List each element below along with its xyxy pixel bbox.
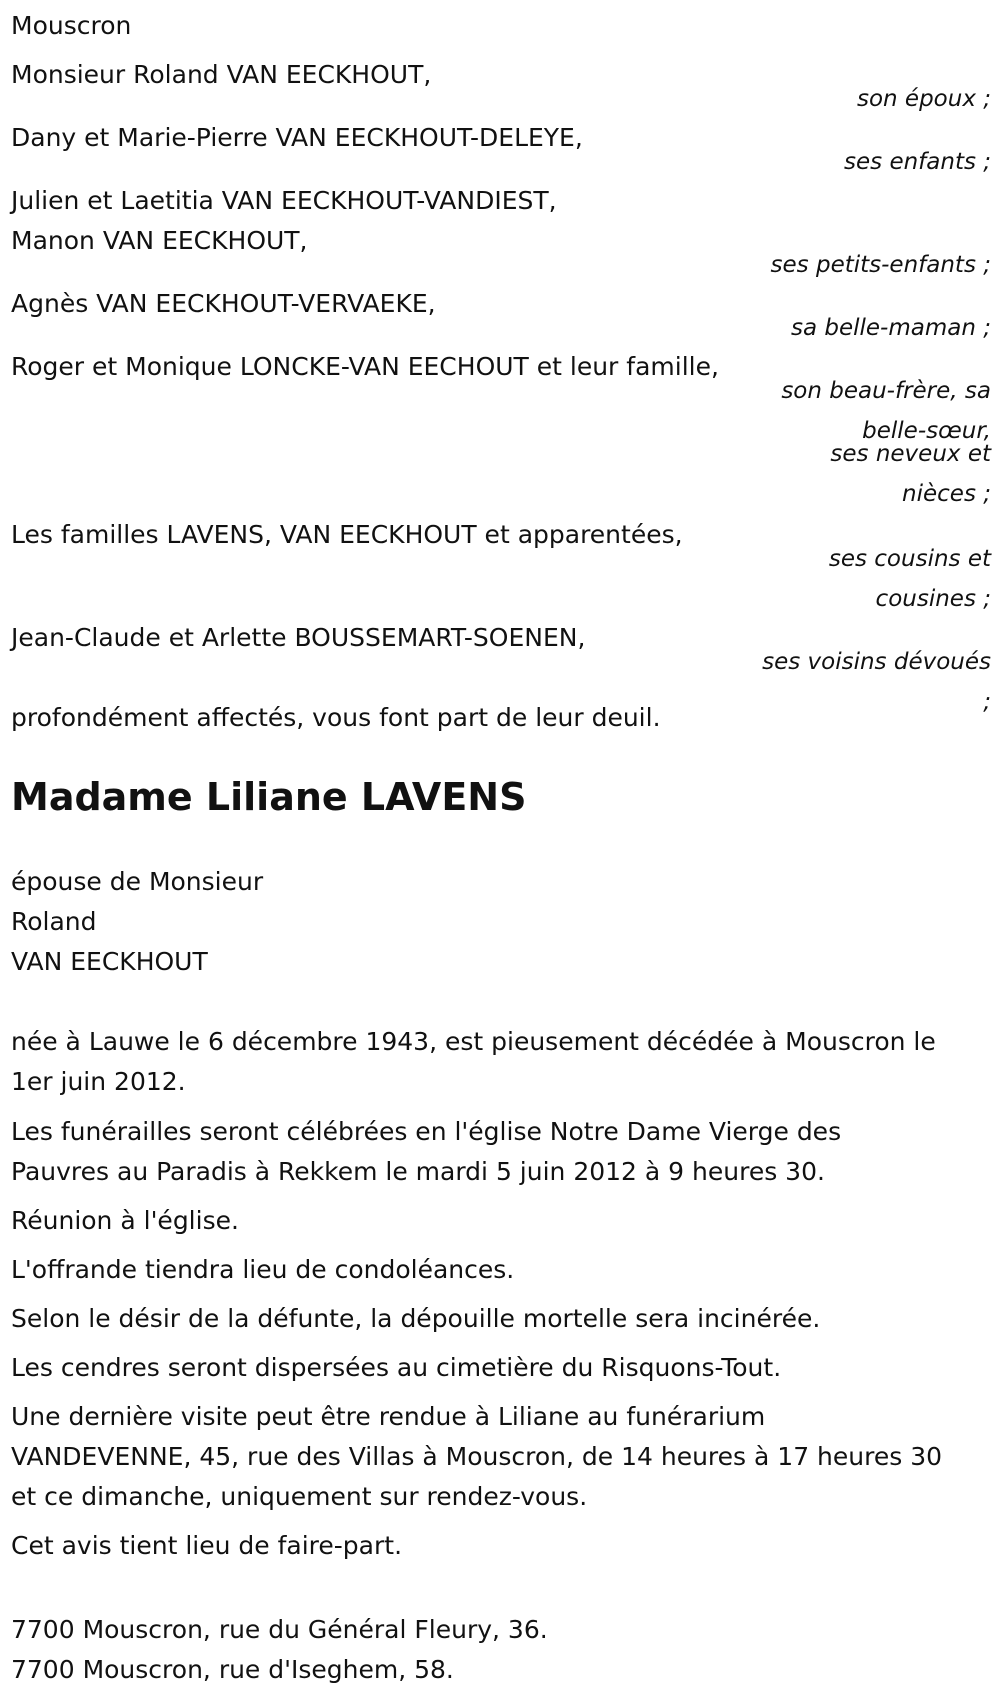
family-name-line: Les familles LAVENS, VAN EECKHOUT et apparentées, — [11, 520, 683, 549]
family-relation: ses enfants ; — [844, 149, 991, 175]
family-relation: ses cousins et — [828, 546, 991, 572]
visit-line: et ce dimanche, uniquement sur rendez-vous. — [11, 1482, 588, 1511]
family-relation: ses voisins dévoués — [762, 649, 991, 675]
family-name-line: Manon VAN EECKHOUT, — [11, 226, 308, 255]
family-relation: ses neveux et — [830, 441, 991, 467]
visit-line: Une dernière visite peut être rendue à Liliane au funérarium — [11, 1402, 766, 1431]
spouse-line: Roland — [11, 907, 97, 936]
announcement-text: profondément affectés, vous font part de leur deuil. — [11, 703, 661, 732]
family-name-line: Jean-Claude et Arlette BOUSSEMART-SOENEN, — [11, 623, 586, 652]
birth-death-line: 1er juin 2012. — [11, 1067, 186, 1096]
birth-death-line: née à Lauwe le 6 décembre 1943, est pieusement décédée à Mouscron le — [11, 1027, 936, 1056]
meeting-text: Réunion à l'église. — [11, 1206, 239, 1235]
family-name-line: Dany et Marie-Pierre VAN EECKHOUT-DELEYE, — [11, 123, 583, 152]
city-heading: Mouscron — [11, 11, 132, 40]
visit-line: VANDEVENNE, 45, rue des Villas à Mouscron, de 14 heures à 17 heures 30 — [11, 1442, 943, 1471]
funeral-line: Les funérailles seront célébrées en l'église Notre Dame Vierge des — [11, 1117, 842, 1146]
family-name-line: Agnès VAN EECKHOUT-VERVAEKE, — [11, 289, 436, 318]
spouse-line: épouse de Monsieur — [11, 867, 264, 896]
family-name-line: Monsieur Roland VAN EECKHOUT, — [11, 60, 432, 89]
family-relation: cousines ; — [875, 586, 991, 612]
cremation-text: Selon le désir de la défunte, la dépouille mortelle sera incinérée. — [11, 1304, 821, 1333]
spouse-line: VAN EECKHOUT — [11, 947, 208, 976]
ashes-text: Les cendres seront dispersées au cimetière du Risquons-Tout. — [11, 1353, 782, 1382]
family-name-line: Julien et Laetitia VAN EECKHOUT-VANDIEST, — [11, 186, 557, 215]
notice-text: Cet avis tient lieu de faire-part. — [11, 1531, 403, 1560]
family-relation: nièces ; — [902, 481, 991, 507]
family-relation: belle-sœur, — [862, 418, 991, 444]
family-relation: son beau-frère, sa — [781, 378, 991, 404]
deceased-name: Madame Liliane LAVENS — [11, 775, 527, 819]
family-relation: ses petits-enfants ; — [770, 252, 991, 278]
family-name-line: Roger et Monique LONCKE-VAN EECHOUT et leur famille, — [11, 352, 719, 381]
family-relation: sa belle-maman ; — [790, 315, 991, 341]
address-line: 7700 Mouscron, rue d'Iseghem, 58. — [11, 1655, 454, 1684]
address-line: 7700 Mouscron, rue du Général Fleury, 36. — [11, 1615, 548, 1644]
funeral-line: Pauvres au Paradis à Rekkem le mardi 5 juin 2012 à 9 heures 30. — [11, 1157, 825, 1186]
family-relation: ; — [983, 689, 991, 715]
family-relation: son époux ; — [856, 86, 991, 112]
offering-text: L'offrande tiendra lieu de condoléances. — [11, 1255, 515, 1284]
